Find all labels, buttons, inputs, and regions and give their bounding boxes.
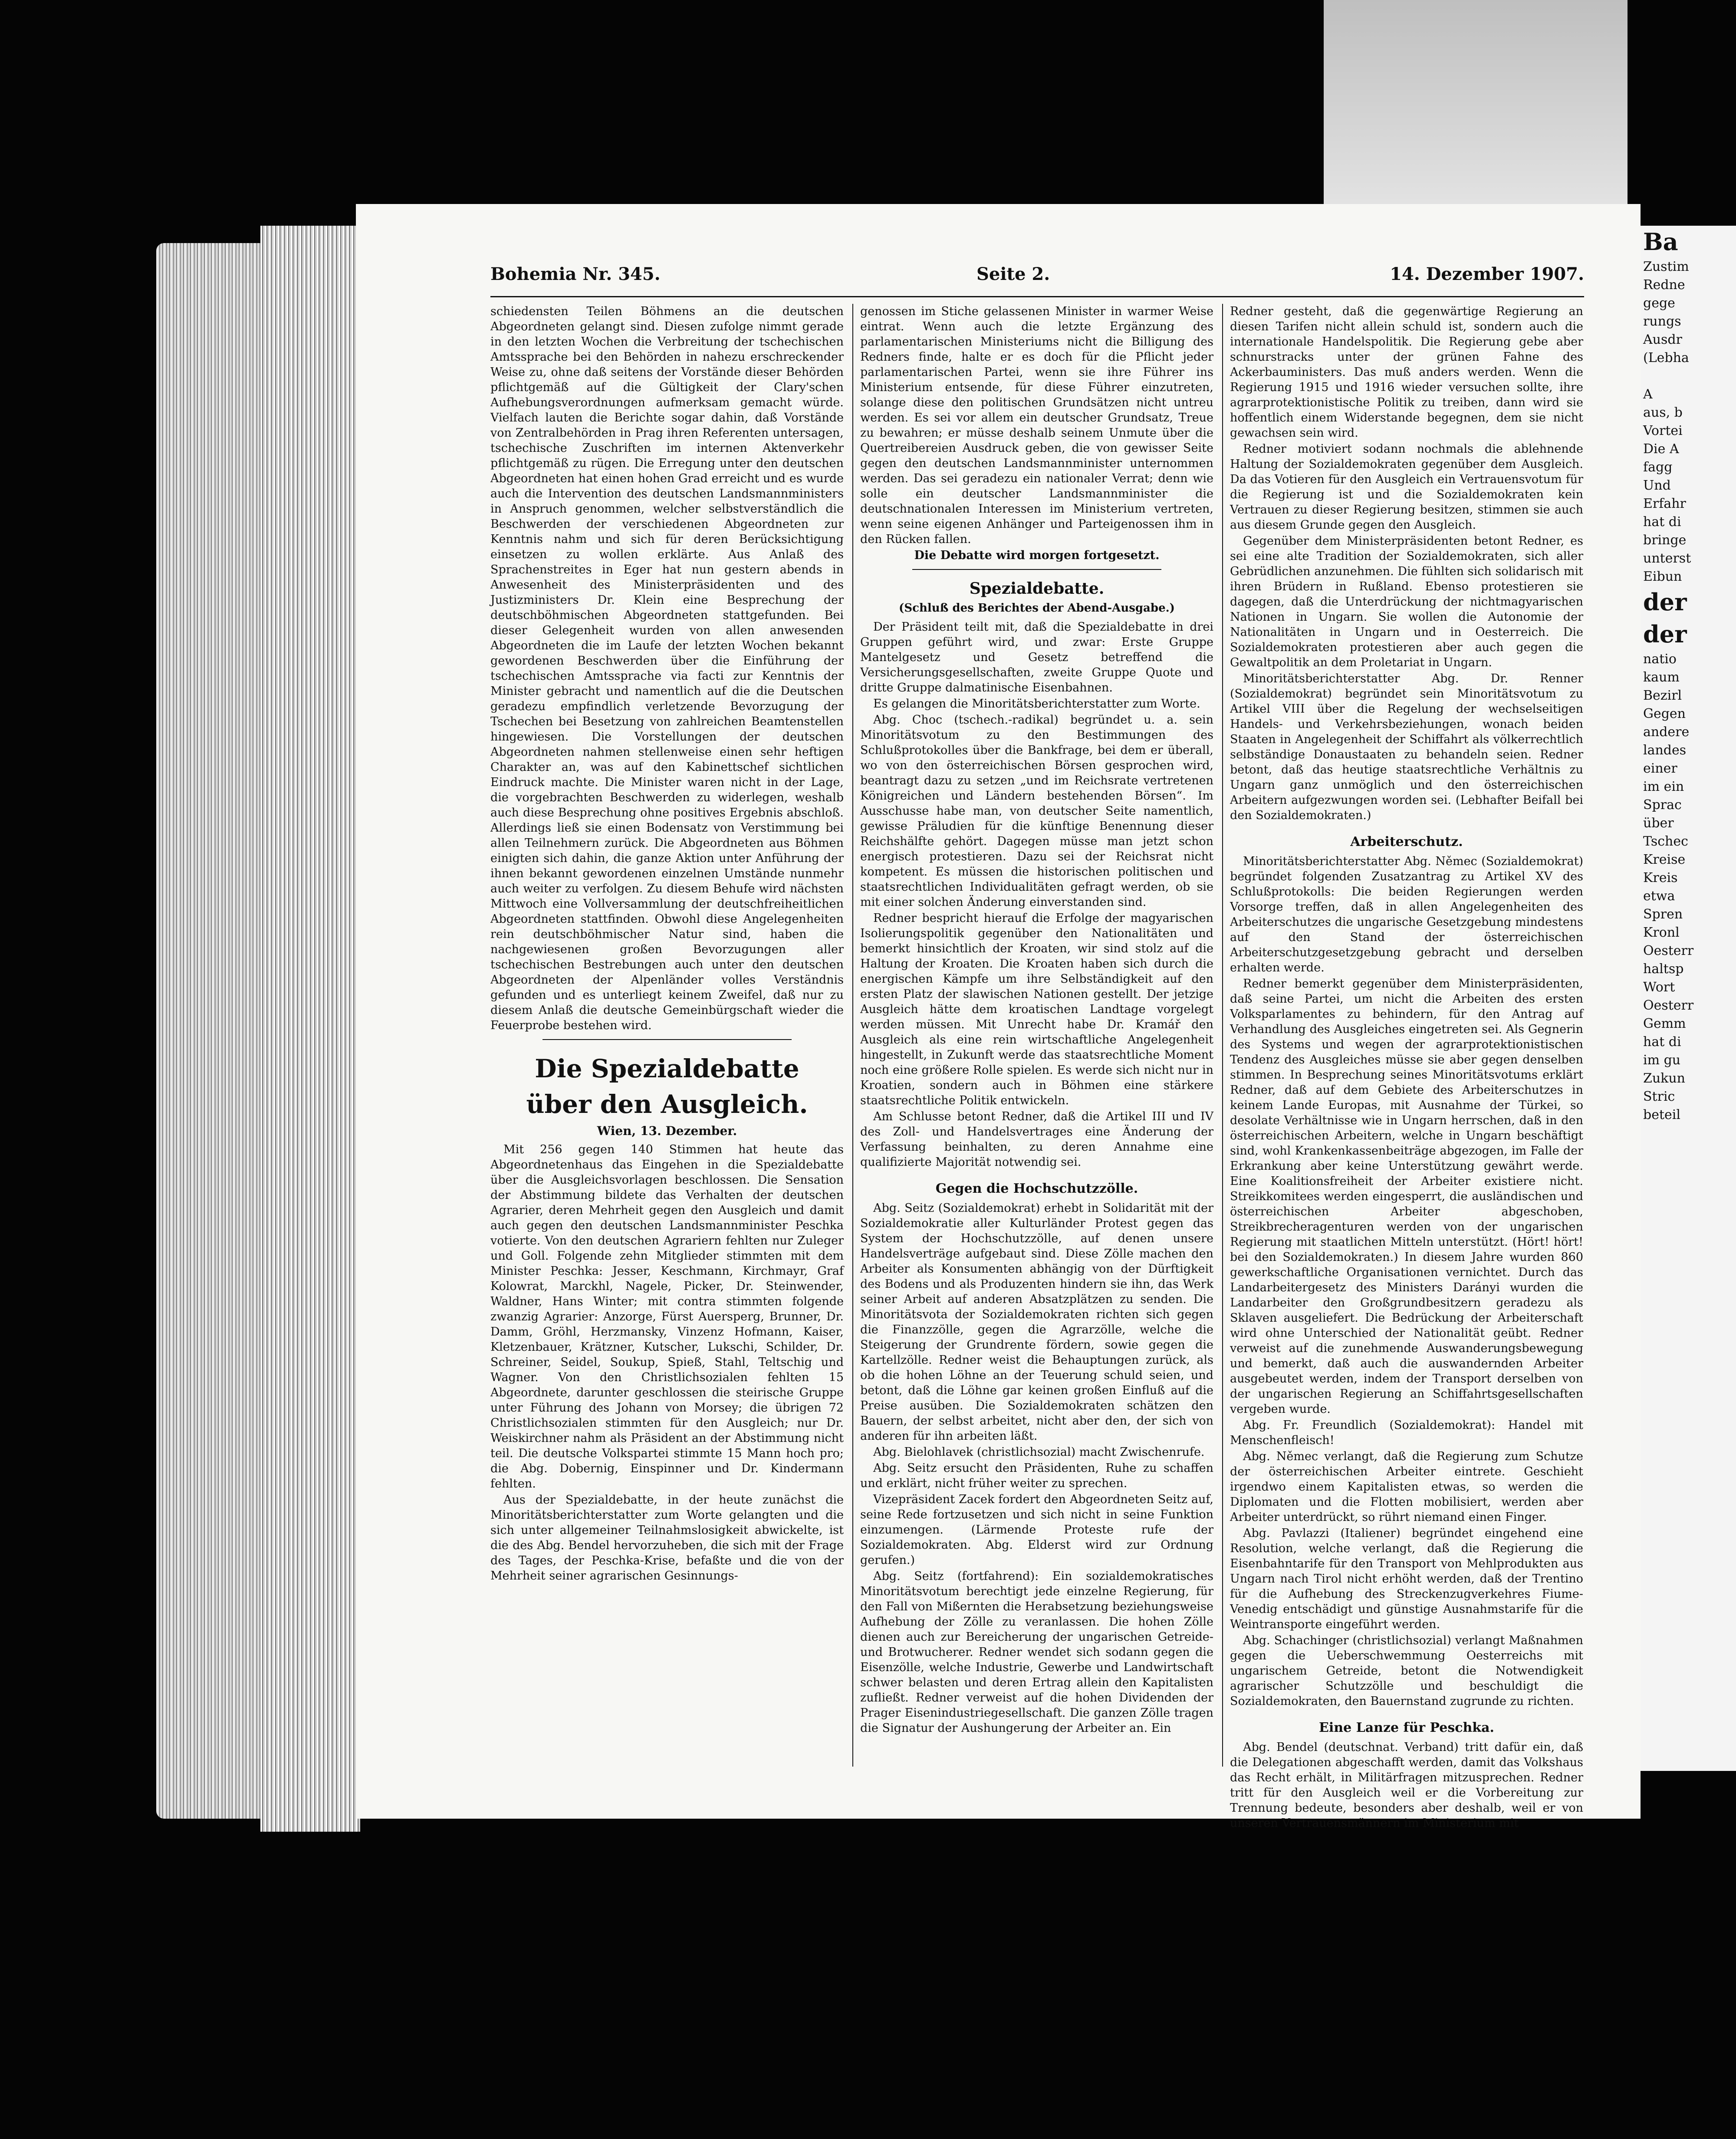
paragraph: Redner gesteht, daß die gegenwärtige Regierung an diesen Tarifen nicht allein schuld ist, sondern auch die internationale Handelspolitik. Die Regierung gebe aber schnurstracks unter der grünen Fahne des Ackerbauministers. Das muß anders werden. Wenn die Regierung 1915 und 1916 wieder versuchen sollte, ihre agrarprotektionistische Politik zu treiben, dann wird sie hoffentlich einem Widerstande begegnen, dem sie nicht gewachsen sein wird. <box>1230 305 1583 440</box>
facing-page-line: Eibun <box>1643 569 1682 584</box>
paragraph: Abg. Pavlazzi (Italiener) begründet eingehend eine Resolution, welche verlangt, daß die Regierung die Eisenbahntarife für den Transport von Mehlprodukten aus Ungarn nach Tirol nicht erhöht werden, daß der Trentino für die Aufhebung des Streckenzugverkehres Fiume-Venedig entschädigt und günstige Ausnahmstarife für die Weintransporte eingeführt werden. <box>1230 1527 1583 1631</box>
paragraph: Gegenüber dem Ministerpräsidenten betont Redner, es sei eine alte Tradition der Sozialdemokraten, sich aller Gebrüdlichen anzunehmen. Die fühlten sich solidarisch mit ihren Brüdern in Rußland. Ebenso protestieren sie dagegen, daß die Unterdrückung der nichtmagyarischen Nationen in Ungarn. Sie wollen die Autonomie der Nationalitäten in Ungarn und in Oesterreich. Die Sozialdemokraten protestieren aber auch gegen die Gewaltpolitik an dem Proletariat in Ungarn. <box>1230 534 1583 669</box>
paragraph: Abg. Schachinger (christlichsozial) verlangt Maßnahmen gegen die Ueberschwemmung Oesterreichs mit ungarischem Getreide, betont die Notwendigkeit agrarischer Schutzzölle und beschuldigt die Sozialdemokraten, den Bauernstand zugrunde zu richten. <box>1230 1634 1583 1708</box>
paragraph: Der Präsident teilt mit, daß die Spezialdebatte in drei Gruppen geführt wird, und zwar: Erste Gruppe Mantelgesetz und Gesetz betreffend die Versicherungsgesellschaften, zweite Gruppe Quote und dritte Gruppe dalmatinische Eisenbahnen. <box>860 620 1213 694</box>
paragraph: Am Schlusse betont Redner, daß die Artikel III und IV des Zoll- und Handelsvertrages eine Änderung der Verfassung beinhalten, zu deren Annahme eine qualifizierte Majorität notwendig sei. <box>860 1110 1213 1169</box>
facing-page-line: Zustim <box>1643 259 1689 274</box>
facing-page-line: Stric <box>1643 1089 1675 1104</box>
facing-page-line: landes <box>1643 743 1687 758</box>
facing-page-line: etwa <box>1643 889 1675 904</box>
dateline: Wien, 13. Dezember. <box>597 1124 737 1138</box>
facing-page-line: der <box>1643 620 1687 648</box>
paragraph: Abg. Seitz ersucht den Präsidenten, Ruhe zu schaffen und erklärt, nicht früher weiter zu sprechen. <box>860 1461 1213 1490</box>
paragraph: Es gelangen die Minoritätsberichterstatter zum Worte. <box>873 697 1200 711</box>
facing-page-line: Zukun <box>1643 1071 1685 1086</box>
book-spine <box>260 226 360 1832</box>
paragraph: Redner bespricht hierauf die Erfolge der magyarischen Isolierungspolitik gegenüber den Nationalitäten und bemerkt hinsichtlich der Kroaten, wir sind stolz auf die Haltung der Kroaten. Die Kroaten haben sich durch die energischen Kämpfe um ihre Selbständigkeit auf den ersten Platz der slawischen Nationen gestellt. Der jetzige Ausgleich hätte dem kroatischen Landtage vorgelegt werden müssen. Mit Unrecht habe Dr. Kramář den Ausgleich als eine rein wirtschaftliche Angelegenheit hingestellt, in Zukunft werde das staatsrechtliche Moment noch eine größere Rolle spielen. Es werde sich nicht nur in Kroatien, sondern auch in Böhmen eine stärkere staatsrechtliche Politik entwickeln. <box>860 912 1213 1107</box>
paragraph: Abg. Bielohlavek (christlichsozial) macht Zwischenrufe. <box>873 1445 1205 1459</box>
facing-page-line: aus, b <box>1643 405 1683 420</box>
paragraph: Redner motiviert sodann nochmals die ablehnende Haltung der Sozialdemokraten gegenüber dem Ausgleich. Da das Votieren für den Ausgleich ein Vertrauensvotum für die Regierung ist und die Sozialdemokraten kein Vertrauen zu dieser Regierung besitzen, stimmen sie auch aus diesem Grunde gegen den Ausgleich. <box>1230 442 1583 532</box>
facing-page-line: im ein <box>1643 779 1684 794</box>
column-rule <box>1222 304 1223 1767</box>
facing-page-line: Oesterr <box>1643 998 1694 1013</box>
paragraph: Minoritätsberichterstatter Abg. Němec (Sozialdemokrat) begründet folgenden Zusatzantrag zu Artikel XV des Schlußprotokolls: Die beiden Regierungen werden Vorsorge treffen, daß in allen Angelegenheiten des Arbeiterschutzes die ungarische Gesetzgebung mindestens auf den Stand der österreichischen Arbeiterschutzgesetzgebung gebracht und derselben erhalten werde. <box>1230 855 1583 974</box>
paragraph: Minoritätsberichterstatter Abg. Dr. Renner (Sozialdemokrat) begründet sein Minoritätsvotum zu Artikel VIII über die Regelung der wechselseitigen Handels- und Verkehrsbeziehungen, wonach beiden Staaten in Angelegenheit der Schiffahrt als völkerrechtlich selbständige Donaustaaten zu behandeln seien. Redner betont, daß das heutige staatsrechtliche Verhältnis zu Ungarn ganz unmöglich und den österreichischen Arbeitern aufgezwungen worden sei. (Lebhafter Beifall bei den Sozialdemokraten.) <box>1230 672 1583 822</box>
facing-page-line: bringe <box>1643 533 1687 548</box>
paragraph: Aus der Spezialdebatte, in der heute zunächst die Minoritätsberichterstatter zum Worte gelangten und die sich unter allgemeiner Teilnahmslosigkeit abwickelte, ist die des Abg. Bendel hervorzuheben, die sich mit der Frage des Tages, der Peschka-Krise, befaßte und die von der Mehrheit seiner agrarischen Gesinnungs- <box>490 1493 844 1583</box>
section-heading: Eine Lanze für Peschka. <box>1319 1720 1494 1735</box>
facing-page-line: Redne <box>1643 277 1685 293</box>
masthead <box>356 264 1641 294</box>
paragraph: schiedensten Teilen Böhmens an die deutschen Abgeordneten gelangt sind. Diesen zufolge nimmt gerade in den letzten Wochen die Verbreitung der tschechischen Amtssprache bei den Behörden in nahezu erschreckender Weise zu, ohne daß seitens der Vorstände dieser Behörden pflichtgemäß auf die Gültigkeit der Clary'schen Aufhebungsverordnungen aufmerksam gemacht würde. Vielfach lauten die Berichte sogar dahin, daß Vorstände von Zentralbehörden in Prag ihren Referenten untersagen, tschechische Zuschriften im internen Aktenverkehr pflichtgemäß zu rügen. Die Erregung unter den deutschen Abgeordneten hat einen hohen Grad erreicht und es wurde auch die Intervention des deutschen Landsmannministers in Anspruch genommen, welcher selbstverständlich die Beschwerden der verschiedenen Abgeordneten zur Kenntnis nahm und sich für deren Berücksichtigung einsetzen zu wollen erklärte. Aus Anlaß des Sprachenstreites in Eger hat nun gestern abends in Anwesenheit des Ministerpräsidenten und des Justizministers Dr. Klein eine Besprechung der deutschböhmischen Abgeordneten stattgefunden. Bei dieser Gelegenheit wurden von allen anwesenden Abgeordneten die im Laufe der letzten Wochen bekannt gewordenen Beschwerden über die Einführung der tschechischen Amtssprache via facti zur Kenntnis der Minister gebracht und namentlich auf die die Deutschen geradezu empfindlich verletzende Bevorzugung der Tschechen bei Besetzung von zahlreichen Beamtenstellen hingewiesen. Die Vorstellungen der deutschen Abgeordneten nahmen stellenweise einen sehr heftigen Charakter an, was auf den Kabinettschef sichtlichen Eindruck machte. Die Minister waren nicht in der Lage, die vorgebrachten Beschwerden zu widerlegen, weshalb auch diese Besprechung ohne positives Ergebnis abschloß. Allerdings ließ sie einen Bodensatz von Verstimmung bei allen Teilnehmern zurück. Die Abgeordneten aus Böhmen einigten sich dahin, die ganze Aktion unter Anführung der ihnen bekannt gewordenen einzelnen Umstände nunmehr auch weiter zu verfolgen. Zu diesem Behufe wird nächsten Mittwoch eine Vollversammlung der deutschfreiheitlichen Abgeordneten stattfinden. Obwohl diese Angelegenheiten rein deutschböhmischer Natur sind, haben die nachgewiesenen großen Bevorzugungen aller tschechischen Bestrebungen auch unter den deutschen Abgeordneten der Alpenländer volles Verständnis gefunden und es unterliegt keinem Zweifel, daß nur zu diesem Anlaß die deutsche Gemeinbürgschaft wieder die Feuerprobe bestehen wird. <box>490 305 844 1032</box>
facing-page-fragment <box>1641 226 1736 1771</box>
facing-page-line: Spren <box>1643 907 1683 922</box>
article-columns <box>490 304 1584 1830</box>
facing-page-line: der <box>1643 588 1687 616</box>
facing-page-line: Ba <box>1643 228 1678 256</box>
paragraph: Abg. Fr. Freundlich (Sozialdemokrat): Handel mit Menschenfleisch! <box>1230 1418 1583 1447</box>
section-note: (Schluß des Berichtes der Abend-Ausgabe.) <box>899 602 1175 615</box>
facing-page-line: Kronl <box>1643 925 1680 940</box>
facing-page-line: Gegen <box>1643 706 1686 721</box>
facing-page-line: A <box>1643 387 1653 402</box>
facing-page-line: Vortei <box>1643 423 1683 438</box>
masthead-page-number: Seite 2. <box>976 264 1050 284</box>
column-2 <box>860 304 1213 1767</box>
paragraph: Mit 256 gegen 140 Stimmen hat heute das Abgeordnetenhaus das Eingehen in die Spezialdebatte über die Ausgleichsvorlagen beschlossen. Die Sensation der Abstimmung bildete das Verhalten der deutschen Agrarier, deren Mehrheit gegen den Ausgleich und damit auch gegen den deutschen Landsmannminister Peschka votierte. Von den deutschen Agrariern fehlten nur Zuleger und Goll. Folgende zehn Mitglieder stimmten mit dem Minister Peschka: Jesser, Keschmann, Kirchmayr, Graf Kolowrat, Marckhl, Nagele, Picker, Dr. Steinwender, Waldner, Hans Winter; mit contra stimmten folgende zwanzig Agrarier: Anzorge, Fürst Auersperg, Brunner, Dr. Damm, Gröhl, Herzmansky, Vinzenz Hofmann, Kaiser, Kletzenbauer, Krätzner, Kutscher, Lukschi, Schilder, Dr. Schreiner, Seidel, Soukup, Spieß, Stahl, Teltschig und Wagner. Von den Christlichsozialen fehlten 15 Abgeordnete, darunter geschlossen die steirische Gruppe unter Führung des Johann von Morsey; die übrigen 72 Christlichsozialen stimmten für den Ausgleich; nur Dr. Weiskirchner nahm als Präsident an der Abstimmung nicht teil. Die deutsche Volkspartei stimmte 15 Mann hoch pro; die Abg. Dobernig, Einspinner und Dr. Kindermann fehlten. <box>490 1143 844 1491</box>
facing-page-line: einer <box>1643 761 1677 776</box>
facing-page-line: Wort <box>1643 980 1675 995</box>
column-1 <box>490 304 844 1767</box>
facing-page-line: kaum <box>1643 670 1680 685</box>
facing-page-line: Gemm <box>1643 1016 1686 1031</box>
facing-page-line: fagg <box>1643 460 1673 475</box>
paragraph: Abg. Němec verlangt, daß die Regierung zum Schutze der österreichischen Arbeiter eintrete. Geschieht irgendwo einem Kapitalisten etwas, so werden die Diplomaten und die Flotten mobilisiert, werden aber Arbeiter unterdrückt, so rührt niemand einen Finger. <box>1230 1450 1583 1524</box>
facing-page-line: Kreise <box>1643 852 1686 867</box>
facing-page-line: Kreis <box>1643 870 1678 885</box>
headline: über den Ausgleich. <box>526 1089 808 1119</box>
paragraph: genossen im Stiche gelassenen Minister in warmer Weise eintrat. Wenn auch die letzte Ergänzung des parlamentarischen Ministeriums nicht die Billigung des Redners finde, halte er es doch für die Pflicht jeder parlamentarischen Partei, wenn sie ihre Führer ins Ministerium entsende, für diese Führer einzutreten, solange diese den politischen Grundsätzen nicht untreu werden. Es sei vor allem ein deutscher Grundsatz, Treue zu bewahren; er müsse deshalb seinem Unmute über die Quertreibereien Ausdruck geben, die von gewisser Seite gegen den deutschen Landsmannminister unternommen werden. Das sei geradezu ein nationaler Verrat; denn wie solle ein deutscher Landsmannminister die deutschnationalen Interessen im Ministerium vertreten, wenn seine eigenen Anhänger und Parteigenossen ihm in den Rücken fallen. <box>860 305 1213 546</box>
closing-line: Die Debatte wird morgen fortgesetzt. <box>914 549 1160 562</box>
facing-page-line: hat di <box>1643 514 1681 530</box>
masthead-rule <box>490 296 1584 297</box>
masthead-paper-number: Bohemia Nr. 345. <box>490 264 661 284</box>
facing-page-line: andere <box>1643 724 1690 740</box>
divider <box>542 1039 792 1040</box>
paragraph: Abg. Bendel (deutschnat. Verband) tritt dafür ein, daß die Delegationen abgeschafft werden, damit das Volkshaus das Recht erhält, in Militärfragen mitzusprechen. Redner tritt für den Ausgleich weil er die Vorbereitung zur Trennung bedeute, besonders aber deshalb, weil er von unseren Vertrauensmännern im Ministerium mit <box>1230 1741 1583 1830</box>
paragraph: Abg. Seitz (Sozialdemokrat) erhebt in Solidarität mit der Sozialdemokratie aller Kulturländer Protest gegen das System der Hochschutzzölle, auf denen unsere Handelsverträge aufgebaut sind. Diese Zölle machen den Arbeiter als Konsumenten abhängig von der Dürftigkeit des Bodens und als Produzenten hindern sie ihn, das Werk seiner Arbeit auf anderen Absatzplätzen zu senden. Die Minoritätsvota der Sozialdemokraten richten sich gegen die Finanzzölle, gegen die Agrarzölle, welche die Steigerung der Grundrente fördern, sowie gegen die Kartellzölle. Redner weist die Behauptungen zurück, als ob die hohen Löhne an der Teuerung schuld seien, und betont, daß die Löhne gar keinen großen Einfluß auf die Preise ausüben. Die Sozialdemokraten schätzen den Bauern, der selbst arbeitet, nicht aber den, der sich von anderen für ihn arbeiten läßt. <box>860 1201 1213 1443</box>
paragraph: Vizepräsident Zacek fordert den Abgeordneten Seitz auf, seine Rede fortzusetzen und sich nicht in seine Funktion einzumengen. (Lärmende Proteste rufe der Sozialdemokraten. Abg. Elderst wird zur Ordnung gerufen.) <box>860 1493 1213 1567</box>
facing-page-line: Ausdr <box>1643 332 1682 347</box>
column-3 <box>1230 304 1583 1830</box>
facing-page-line: Und <box>1643 478 1671 493</box>
masthead-date: 14. Dezember 1907. <box>1390 264 1584 284</box>
facing-page-line: hat di <box>1643 1034 1681 1050</box>
facing-page-line: Sprac <box>1643 797 1682 813</box>
facing-page-line: unterst <box>1643 551 1691 566</box>
facing-page-line: über <box>1643 816 1674 831</box>
facing-page-line: Die A <box>1643 441 1679 457</box>
facing-page-line: im gu <box>1643 1053 1681 1068</box>
paragraph: Redner bemerkt gegenüber dem Ministerpräsidenten, daß seine Partei, um nicht die Arbeiten des ersten Volksparlamentes zu behindern, für den Antrag auf Verhandlung des Ausgleiches eingetreten sei. Als Gegnerin des Systems und wegen der agrarprotektionistischen Tendenz des Ausgleiches müsse sie aber gegen denselben stimmen. In Besprechung seines Minoritätsvotums erklärt Redner, daß auf dem Gebiete des Arbeiterschutzes in keinem Lande Europas, mit Ausnahme der Türkei, so desolate Verhältnisse wie in Ungarn herrschen, daß in den österreichischen Arbeitern, welche in Ungarn beschäftigt sind, wohl Krankenkassenbeiträge abgezogen, im Falle der Erkrankung aber keine Unterstützung gewährt werde. Eine Koalitionsfreiheit der Arbeiter existiere nicht. Streikkomitees werden eingesperrt, die ausländischen und österreichischen Arbeiter abgeschoben, Streikbrecheragenturen werden von der ungarischen Regierung mit staatlichen Mitteln unterstützt. (Hört! hört! bei den Sozialdemokraten.) In diesem Jahre wurden 860 gewerkschaftliche Organisationen vernichtet. Durch das Landarbeitergesetz des Ministers Darányi wurden die Landarbeiter den Großgrundbesitzern geradezu als Sklaven ausgeliefert. Die Bedrückung der Arbeiterschaft wird ohne Unterschied der Nationalität geübt. Redner verweist auf die zunehmende Auswanderungsbewegung und bemerkt, daß auch die auswandernden Arbeiter ausgebeutet werden, indem der Transport derselben von der ungarischen Regierung an Schiffahrtsgesellschaften vergeben wurde. <box>1230 977 1583 1416</box>
section-heading: Spezialdebatte. <box>969 579 1105 598</box>
headline: Die Spezialdebatte <box>535 1054 799 1083</box>
facing-page-line: Tschec <box>1643 834 1688 849</box>
section-heading: Gegen die Hochschutzzölle. <box>935 1181 1138 1196</box>
facing-page-line: natio <box>1643 652 1677 667</box>
divider <box>912 569 1161 570</box>
paragraph: Abg. Choc (tschech.-radikal) begründet u. a. sein Minoritätsvotum zu den Bestimmungen des Schlußprotokolles über die Bankfrage, bei dem er überall, wo von den österreichischen Börsen gesprochen wird, beantragt dazu zu setzen „und im Reichsrate vertretenen Königreichen und Ländern bestehenden Börsen“. Im Ausschusse habe man, von deutscher Seite namentlich, gewisse Präludien für die künftige Benennung dieser Reichshälfte gehört. Dagegen müsse man jetzt schon energisch protestieren. Dazu sei der Reichsrat nicht kompetent. Es müssen die historischen politischen und staatsrechtlichen Individualitäten gefragt werden, ob sie mit einer solchen Änderung einverstanden sind. <box>860 713 1213 909</box>
facing-page-line: gege <box>1643 296 1675 311</box>
facing-page-line: beteil <box>1643 1107 1680 1122</box>
background-paper <box>1324 0 1628 226</box>
facing-page-line: Erfahr <box>1643 496 1686 511</box>
column-rule <box>852 304 853 1767</box>
newspaper-page <box>356 204 1641 1830</box>
facing-page-line <box>1641 367 1736 385</box>
facing-page-line: haltsp <box>1643 961 1684 977</box>
paragraph: Abg. Seitz (fortfahrend): Ein sozialdemokratisches Minoritätsvotum berechtigt jede einzelne Regierung, für den Fall von Mißernten die Herabsetzung beziehungsweise Aufhebung der Zölle zu veranlassen. Die hohen Zölle dienen auch zur Bereicherung der ungarischen Getreide- und Brotwucherer. Redner wendet sich sodann gegen die Eisenzölle, welche Industrie, Gewerbe und Landwirtschaft schwer belasten und deren Ertrag allein den Kapitalisten zufließt. Redner verweist auf die hohen Dividenden der Prager Eisenindustriegesellschaft. Die ganzen Zölle tragen die Signatur der Aushungerung der Arbeiter an. Ein <box>860 1570 1213 1735</box>
facing-page-line: (Lebha <box>1643 350 1689 365</box>
facing-page-line: Bezirl <box>1643 688 1682 703</box>
facing-page-line: Oesterr <box>1643 943 1694 958</box>
section-heading: Arbeiterschutz. <box>1350 834 1463 849</box>
facing-page-line: rungs <box>1643 314 1681 329</box>
